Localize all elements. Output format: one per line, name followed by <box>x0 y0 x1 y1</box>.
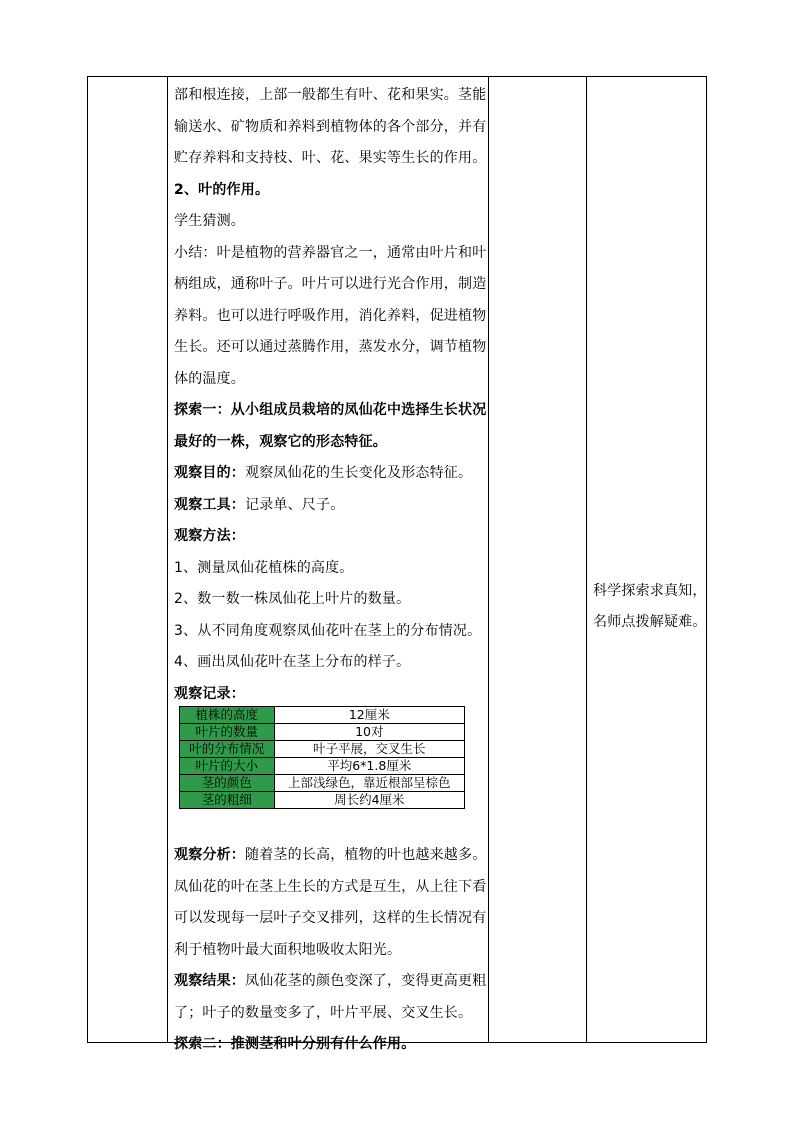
record-key: 叶的分布情况 <box>180 741 275 758</box>
record-row <box>180 741 465 758</box>
result-line: 了；叶子的数量变多了，叶片平展、交叉生长。 <box>174 1004 473 1021</box>
analysis-line: 利于植物叶最大面积地吸收太阳光。 <box>174 941 402 958</box>
result-lines <box>174 998 484 1030</box>
observe-purpose: 观察目的：观察凤仙花的生长变化及形态特征。 <box>174 465 473 481</box>
observe-tools: 观察工具：记录单、尺子。 <box>174 496 345 513</box>
teaching-content <box>174 80 487 1061</box>
content-line: 学生猜测。 <box>174 213 245 229</box>
column-divider <box>586 77 587 1042</box>
method-step: 1、测量凤仙花植株的高度。 <box>174 559 354 576</box>
analysis-line: 凤仙花的叶在茎上生长的方式是互生，从上往下看 <box>174 878 487 895</box>
result-first-line: 观察结果：凤仙花茎的颜色变深了，变得更高更粗 <box>174 973 487 989</box>
record-value: 上部浅绿色，靠近根部呈棕色 <box>274 775 464 792</box>
observation-record-table <box>179 706 465 809</box>
content-line: 最好的一株，观察它的形态特征。 <box>174 433 387 450</box>
content-line: 贮存养料和支持枝、叶、花、果实等生长的作用。 <box>174 150 487 166</box>
analysis-first-line: 观察分析：随着茎的长高，植物的叶也越来越多。 <box>174 847 487 863</box>
analysis-line: 可以发现每一层叶子交叉排列，这样的生长情况有 <box>174 910 487 926</box>
content-line: 体的温度。 <box>174 370 245 387</box>
record-row <box>180 758 465 775</box>
content-line: 输送水、矿物质和养料到植物体的各个部分，并有 <box>174 118 487 135</box>
record-key: 植株的高度 <box>180 707 275 724</box>
record-value: 12厘米 <box>274 707 464 724</box>
method-step: 2、数一数一株凤仙花上叶片的数量。 <box>174 591 411 607</box>
record-row <box>180 707 465 724</box>
side-note <box>593 576 705 638</box>
record-value: 周长约4厘米 <box>274 792 464 809</box>
content-line: 柄组成，通称叶子。叶片可以进行光合作用，制造 <box>174 276 487 292</box>
method-step: 4、画出凤仙花叶在茎上分布的样子。 <box>174 654 411 670</box>
column-divider <box>167 77 168 1042</box>
analysis-lines <box>174 872 487 967</box>
content-line: 小结：叶是植物的营养器官之一，通常由叶片和叶 <box>174 244 487 261</box>
record-key: 茎的颜色 <box>180 775 275 792</box>
record-row <box>180 792 465 809</box>
record-key: 茎的粗细 <box>180 792 275 809</box>
side-note-line: 名师点拨解疑难。 <box>593 614 707 630</box>
record-key: 叶片的大小 <box>180 758 275 775</box>
content-line: 2、叶的作用。 <box>174 181 270 198</box>
content-line: 养料。也可以进行呼吸作用，消化养料，促进植物 <box>174 307 487 324</box>
record-row <box>180 724 465 741</box>
explore-two-heading: 探索二：推测茎和叶分别有什么作用。 <box>174 1036 416 1052</box>
content-line: 生长。还可以通过蒸腾作用，蒸发水分，调节植物 <box>174 339 487 355</box>
record-value: 10对 <box>274 724 464 741</box>
method-step: 3、从不同角度观察凤仙花叶在茎上的分布情况。 <box>174 622 482 639</box>
record-value: 叶子平展，交叉生长 <box>274 741 464 758</box>
column-divider <box>488 77 489 1042</box>
observe-method-label: 观察方法： <box>174 528 245 544</box>
observe-record-label: 观察记录： <box>174 685 245 702</box>
record-row <box>180 775 465 792</box>
record-key: 叶片的数量 <box>180 724 275 741</box>
record-value: 平均6*1.8厘米 <box>274 758 464 775</box>
content-line: 探索一：从小组成员栽培的凤仙花中选择生长状况 <box>174 402 487 418</box>
side-note-line: 科学探索求真知， <box>593 583 707 599</box>
content-lines <box>174 80 487 458</box>
method-steps <box>174 553 484 679</box>
content-line: 部和根连接，上部一般都生有叶、花和果实。茎能 <box>174 87 487 103</box>
